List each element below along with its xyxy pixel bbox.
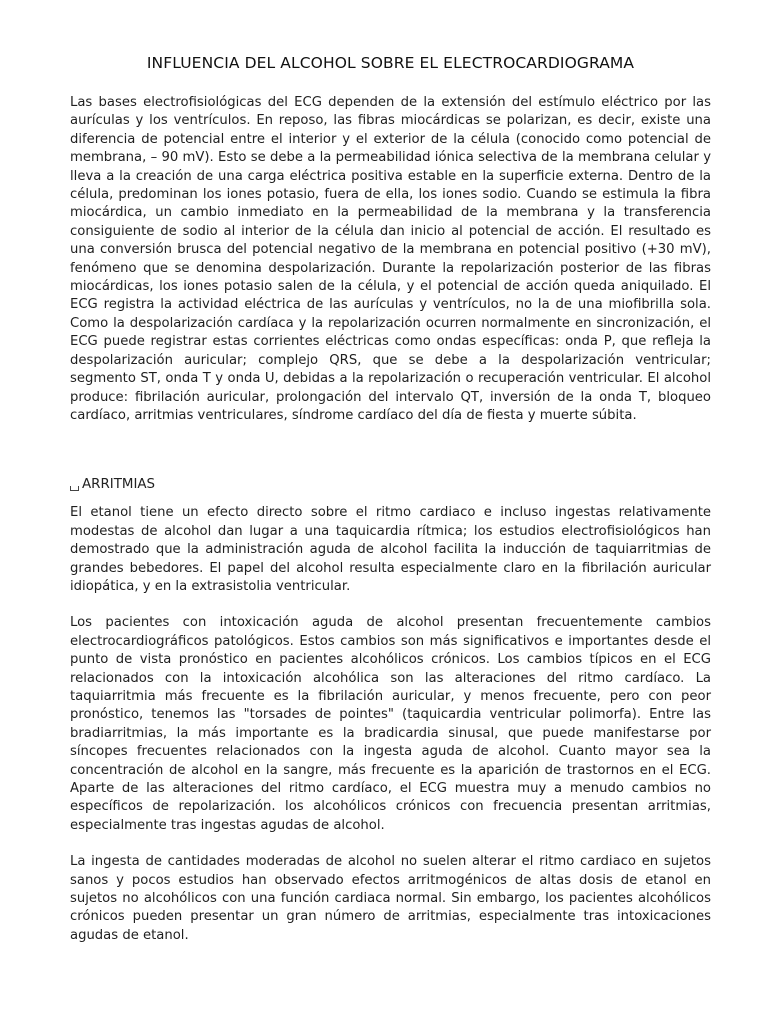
arrhythmias-paragraph-3: La ingesta de cantidades moderadas de alcohol no suelen alterar el ritmo cardiaco en sujetos sanos y pocos estudios han observado efectos arritmogénicos de altas dosis de etanol en sujetos no alcohólicos con una función cardiaca normal. Sin embargo, los pacientes alcohólicos crónicos pueden presentar un gran número de arritmias, especialmente tras intoxicaciones agudas de etanol. <box>70 854 711 943</box>
arrhythmias-paragraph-1: El etanol tiene un efecto directo sobre el ritmo cardiaco e incluso ingestas relativamente modestas de alcohol dan lugar a una taquicardia rítmica; los estudios electrofisiológicos han demostrado que la administración aguda de alcohol facilita la inducción de taquiarritmias de grandes bebedores. El papel del alcohol resulta especialmente claro en la fibrilación auricular idiopática, y en la extrasistolia ventricular. <box>70 505 711 594</box>
intro-paragraph: Las bases electrofisiológicas del ECG dependen de la extensión del estímulo eléctrico por las aurículas y los ventrículos. En reposo, las fibras miocárdicas se polarizan, es decir, existe una diferencia de potencial entre el interior y el exterior de la célula (conocido como potencial de membrana, – 90 mV). Esto se debe a la permeabilidad iónica selectiva de la membrana celular y lleva a la creación de una carga eléctrica positiva estable en la superficie externa. Dentro de la célula, predominan los iones potasio, fuera de ella, los iones sodio. Cuando se estimula la fibra miocárdica, un cambio inmediato en la permeabilidad de la membrana y la transferencia consiguiente de sodio al interior de la célula dan inicio al potencial de acción. El resultado es una conversión brusca del potencial negativo de la membrana en potencial positivo (+30 mV), fenómeno que se denomina despolarización. Durante la repolarización posterior de las fibras miocárdicas, los iones potasio salen de la célula, y el potencial de acción queda aniquilado. El ECG registra la actividad eléctrica de las aurículas y ventrículos, no la de una miofibrilla sola. Como la despolarización cardíaca y la repolarización ocurren normalmente en sincronización, el ECG puede registrar estas corrientes eléctricas como ondas específicas: onda P, que refleja la despolarización auricular; complejo QRS, que se debe a la despolarización ventricular; segmento ST, onda T y onda U, debidas a la repolarización o recuperación ventricular. El alcohol produce: fibrilación auricular, prolongación del intervalo QT, inversión de la onda T, bloqueo cardíaco, arritmias ventriculares, síndrome cardíaco del día de fiesta y muerte súbita. <box>70 95 711 423</box>
arrhythmias-paragraph-2: Los pacientes con intoxicación aguda de alcohol presentan frecuentemente cambios electrocardiográficos patológicos. Estos cambios son más significativos e importantes desde el punto de vista pronóstico en pacientes alcohólicos crónicos. Los cambios típicos en el ECG relacionados con la intoxicación alcohólica son las alteraciones del ritmo cardíaco. La taquiarritmia más frecuente es la fibrilación auricular, y menos frecuente, pero con peor pronóstico, tenemos las "torsades de pointes" (taquicardia ventricular polimorfa). Entre las bradiarritmias, la más importante es la bradicardia sinusal, que puede manifestarse por síncopes frecuentes relacionados con la ingesta aguda de alcohol. Cuanto mayor sea la concentración de alcohol en la sangre, más frecuente es la aparición de trastornos en el ECG. Aparte de las alteraciones del ritmo cardíaco, el ECG muestra muy a menudo cambios no específicos de repolarización. los alcohólicos crónicos con frecuencia presentan arritmias, especialmente tras ingestas agudas de alcohol. <box>70 615 711 833</box>
section-heading-arritmias <box>70 477 711 492</box>
section-heading-label: ARRITMIAS <box>82 477 156 493</box>
bullet-icon <box>70 486 79 491</box>
document-title: INFLUENCIA DEL ALCOHOL SOBRE EL ELECTROCARDIOGRAMA <box>146 54 635 72</box>
document-page <box>70 54 711 945</box>
